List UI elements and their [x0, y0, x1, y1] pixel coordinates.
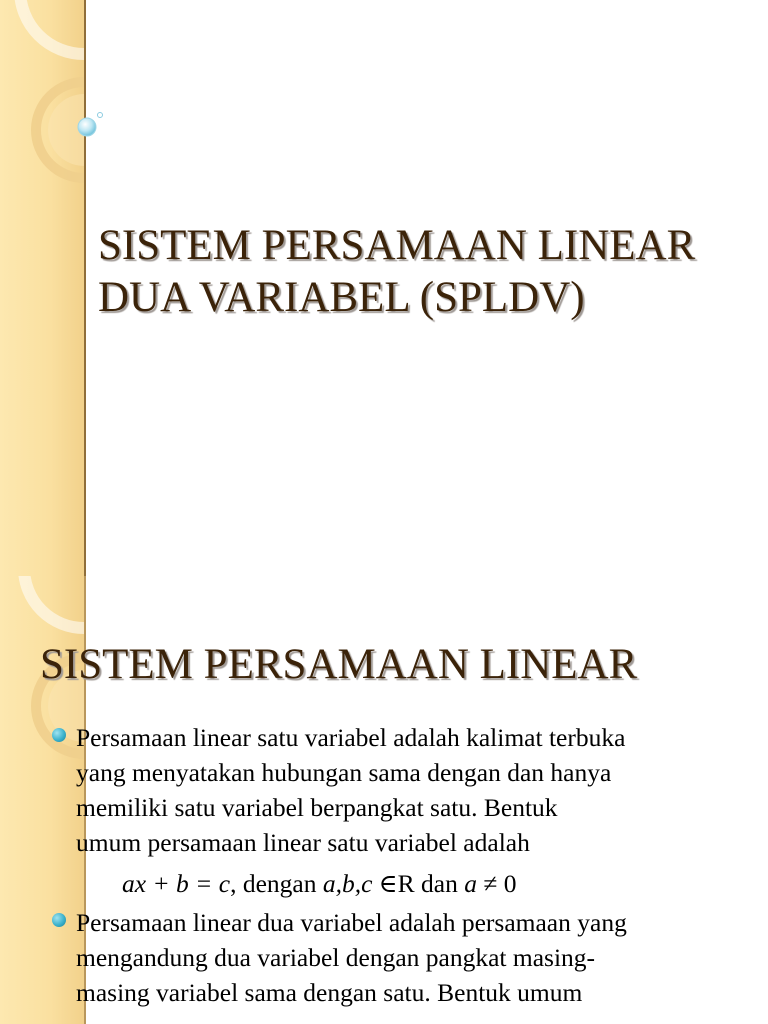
list-item	[76, 905, 756, 1010]
text-line: umum persamaan linear satu variabel adalah	[76, 828, 530, 857]
bullet-list	[76, 720, 756, 1010]
side-band-edge	[84, 0, 86, 576]
text-line: Persamaan linear satu variabel adalah kalimat terbuka	[76, 723, 626, 752]
list-item	[76, 720, 756, 901]
text-line: mengandung dua variabel dengan pangkat masing-	[76, 943, 596, 972]
formula	[76, 866, 756, 901]
bubble-icon	[74, 108, 108, 142]
bullet-dot-icon	[52, 728, 66, 742]
slide-title-line-1: SISTEM PERSAMAAN LINEAR	[98, 222, 696, 269]
formula-cond-rest: ≠ 0	[476, 869, 517, 898]
side-band	[0, 0, 84, 576]
section-title: SISTEM PERSAMAAN LINEAR	[40, 641, 638, 688]
text-line: memiliki satu variabel berpangkat satu. Bentuk	[76, 793, 558, 822]
text-line: masing variabel sama dengan satu. Bentuk umum	[76, 978, 583, 1007]
formula-vars: a,b,c	[322, 869, 373, 898]
formula-comma: , dengan	[230, 869, 323, 898]
formula-cond-var: a	[464, 869, 477, 898]
text-line: Persamaan linear dua variabel adalah persamaan yang	[76, 908, 627, 937]
formula-set: ∈R dan	[372, 869, 465, 898]
slide-title-line-2: DUA VARIABEL (SPLDV)	[98, 274, 585, 321]
formula-lhs: ax + b = c	[122, 869, 231, 898]
slide-title	[98, 220, 758, 324]
text-line: yang menyatakan hubungan sama dengan dan hanya	[76, 758, 612, 787]
bullet-dot-icon	[52, 913, 66, 927]
decorative-circles-graphic	[0, 0, 84, 576]
